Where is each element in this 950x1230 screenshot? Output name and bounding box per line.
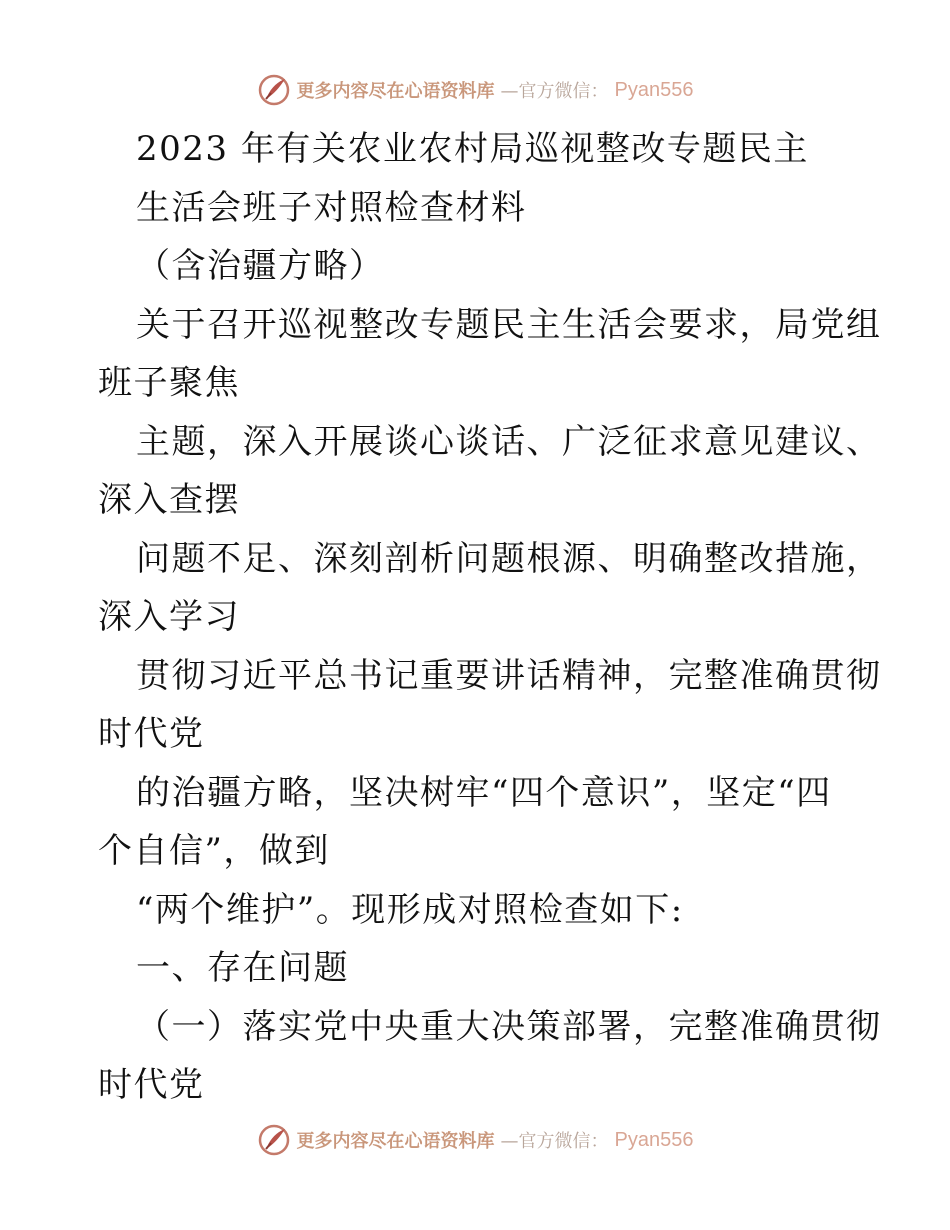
text-line: 深入查摆 — [98, 480, 240, 520]
text-line: 的治疆方略，坚决树牢“四个意识”，坚定“四 — [136, 772, 832, 813]
text-line: 生活会班子对照检查材料 — [136, 187, 527, 228]
watermark-footer — [0, 1120, 950, 1160]
watermark-dash-text: —官方微信： — [500, 1131, 609, 1152]
watermark-main-text: 更多内容尽在心语资料库 — [296, 81, 495, 102]
feather-logo-icon — [257, 73, 291, 107]
text-line: 关于召开巡视整改专题民主生活会要求，局党组 — [136, 304, 882, 345]
document-body — [98, 120, 882, 1115]
text-line: 问题不足、深刻剖析问题根源、明确整改措施， — [136, 538, 882, 579]
text-line: 深入学习 — [98, 597, 240, 637]
watermark-dash-text: —官方微信： — [500, 81, 609, 102]
text-line: “两个维护”。现形成对照检查如下: — [136, 889, 684, 930]
watermark-id-text: Pyan556 — [614, 78, 694, 101]
text-line: 班子聚焦 — [98, 363, 240, 403]
text-line: 一、存在问题 — [136, 948, 349, 988]
watermark-id-text: Pyan556 — [614, 1128, 694, 1151]
feather-logo-icon — [257, 1123, 291, 1157]
text-line: （一）落实党中央重大决策部署，完整准确贯彻 — [136, 1006, 882, 1047]
watermark-main-text: 更多内容尽在心语资料库 — [296, 1131, 495, 1152]
watermark-header — [0, 70, 950, 110]
text-line: 时代党 — [98, 1065, 205, 1105]
text-line: 2023 年有关农业农村局巡视整改专题民主 — [136, 129, 809, 169]
text-line: 主题，深入开展谈心谈话、广泛征求意见建议、 — [136, 421, 882, 462]
text-line: （含治疆方略） — [136, 246, 385, 286]
text-line: 贯彻习近平总书记重要讲话精神，完整准确贯彻 — [136, 655, 882, 696]
text-line: 时代党 — [98, 714, 205, 754]
text-line: 个自信”，做到 — [98, 831, 330, 871]
